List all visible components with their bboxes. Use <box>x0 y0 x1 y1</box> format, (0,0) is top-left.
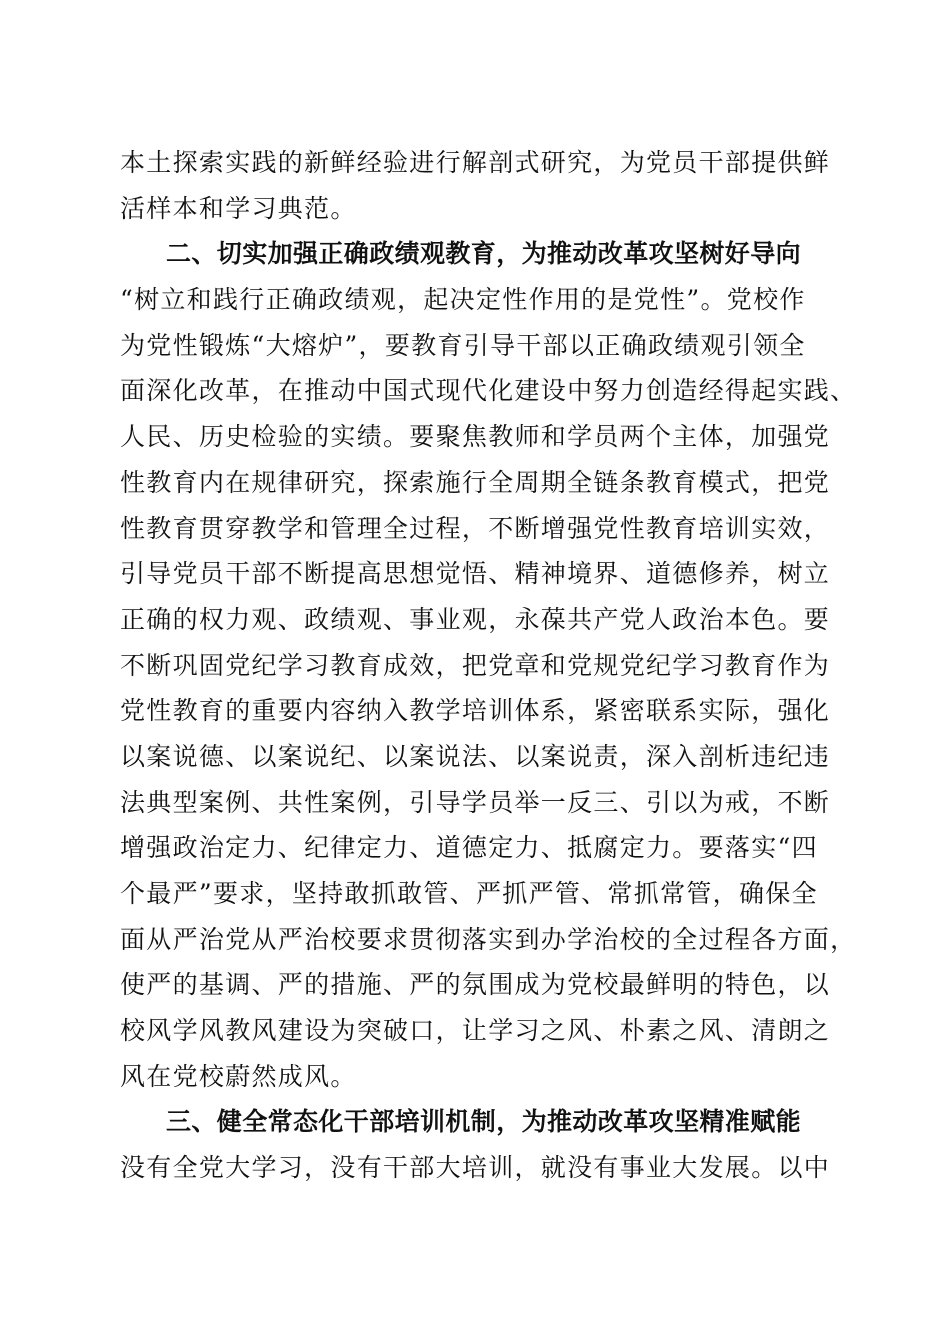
body-line: 风在党校蔚然成风。 <box>120 1061 357 1091</box>
body-line: 法典型案例、共性案例，引导学员举一反三、引以为戒，不断 <box>120 787 831 817</box>
body-line: 本土探索实践的新鲜经验进行解剖式研究，为党员干部提供鲜 <box>120 148 831 177</box>
body-line: 校风学风教风建设为突破口，让学习之风、朴素之风、清朗之 <box>120 1016 831 1046</box>
body-line: 面深化改革，在推动中国式现代化建设中努力创造经得起实践、 <box>120 376 857 406</box>
section-heading-three: 三、健全常态化干部培训机制，为推动改革攻坚精准赋能 <box>166 1107 802 1137</box>
body-line: 没有全党大学习，没有干部大培训，就没有事业大发展。以中 <box>120 1153 831 1183</box>
body-line: 性教育贯穿教学和管理全过程，不断增强党性教育培训实效， <box>120 513 831 543</box>
section-heading-two: 二、切实加强正确政绩观教育，为推动改革攻坚树好导向 <box>166 239 802 269</box>
body-line: “树立和践行正确政绩观，起决定性作用的是党性”。党校作 <box>120 285 806 315</box>
body-line: 正确的权力观、政绩观、事业观，永葆共产党人政治本色。要 <box>120 604 831 634</box>
document-body <box>120 140 857 1191</box>
body-line: 面从严治党从严治校要求贯彻落实到办学治校的全过程各方面， <box>120 924 857 954</box>
body-line: 使严的基调、严的措施、严的氛围成为党校最鲜明的特色，以 <box>120 970 831 1000</box>
body-line: 为党性锻炼“大熔炉”，要教育引导干部以正确政绩观引领全 <box>120 330 806 360</box>
body-line: 不断巩固党纪学习教育成效，把党章和党规党纪学习教育作为 <box>120 650 831 680</box>
body-line: 以案说德、以案说纪、以案说法、以案说责，深入剖析违纪违 <box>120 741 831 771</box>
body-line: 人民、历史检验的实绩。要聚焦教师和学员两个主体，加强党 <box>120 422 831 452</box>
body-line: 引导党员干部不断提高思想觉悟、精神境界、道德修养，树立 <box>120 559 831 589</box>
body-line: 个最严”要求，坚持敢抓敢管、严抓严管、常抓常管，确保全 <box>120 879 818 908</box>
body-line: 活样本和学习典范。 <box>120 193 357 223</box>
body-line: 增强政治定力、纪律定力、道德定力、抵腐定力。要落实“四 <box>120 833 818 863</box>
body-line: 性教育内在规律研究，探索施行全周期全链条教育模式，把党 <box>120 467 831 497</box>
body-line: 党性教育的重要内容纳入教学培训体系，紧密联系实际，强化 <box>120 696 831 726</box>
